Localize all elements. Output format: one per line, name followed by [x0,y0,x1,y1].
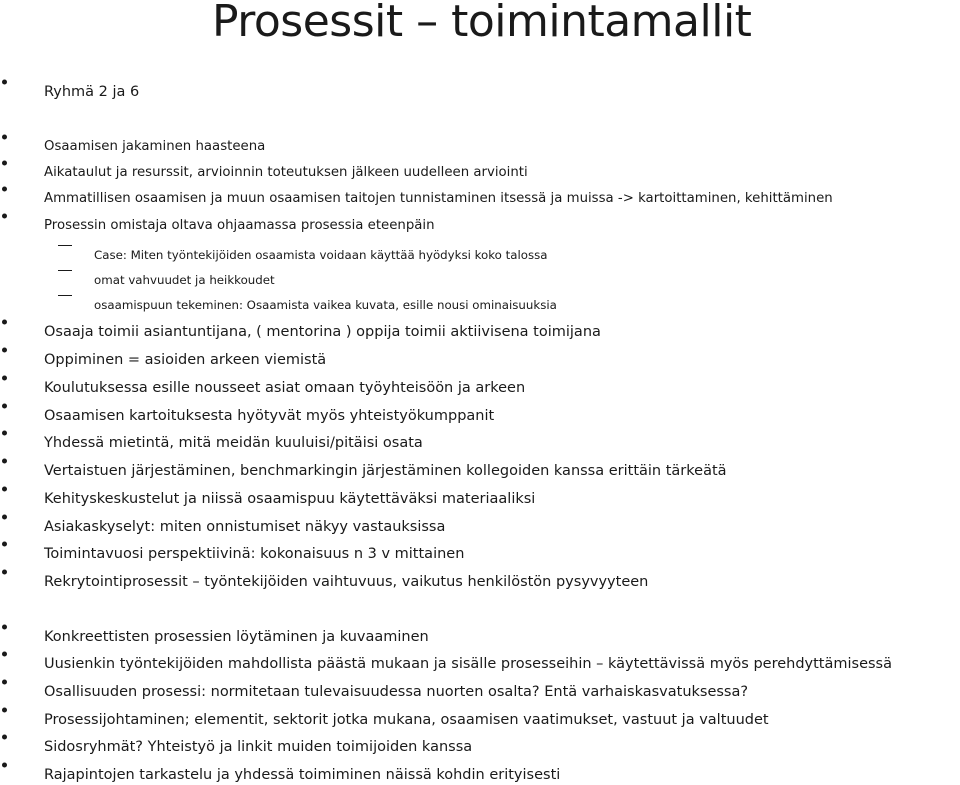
bullet-marker [2,404,7,409]
bullet-marker [2,348,7,353]
bullet-marker [2,135,7,140]
bullet-marker [2,763,7,768]
item-text: Kehityskeskustelut ja niissä osaamispuu käytettäväksi materiaaliksi [44,491,536,507]
bullet-marker [2,320,7,325]
item-text: Sidosryhmät? Yhteistyö ja linkit muiden toimijoiden kanssa [44,739,473,755]
bullet-marker [2,187,7,192]
item-text: Rekrytointiprosessit – työntekijöiden vaihtuvuus, vaikutus henkilöstön pysyvyyteen [44,574,649,590]
item-text: Koulutuksessa esille nousseet asiat omaan työyhteisöön ja arkeen [44,380,526,396]
item-text: Prosessijohtaminen; elementit, sektorit jotka mukana, osaamisen vaatimukset, vastuut ja valtuudet [44,712,769,728]
bullet-marker [2,570,7,575]
bullet-marker [2,487,7,492]
dash-marker [58,245,72,246]
bullet-marker [2,515,7,520]
dash-marker [58,295,72,296]
item-text: Ammatillisen osaamisen ja muun osaamisen taitojen tunnistaminen itsessä ja muissa -> kartoittaminen, kehittäminen [44,191,833,206]
slide-title: Prosessit – toimintamallit [212,0,752,47]
item-text: Uusienkin työntekijöiden mahdollista päästä mukaan ja sisälle prosesseihin – käytettävissä myös perehdyttämisessä [44,656,892,672]
item-text: Osaaja toimii asiantuntijana, ( mentorina ) oppija toimii aktiivisena toimijana [44,324,601,340]
bullet-marker [2,652,7,657]
item-text: Ryhmä 2 ja 6 [44,84,140,100]
item-text: Case: Miten työntekijöiden osaamista voidaan käyttää hyödyksi koko talossa [94,248,548,262]
bullet-marker [2,431,7,436]
item-text: omat vahvuudet ja heikkoudet [94,273,275,287]
item-text: Prosessin omistaja oltava ohjaamassa prosessia eteenpäin [44,218,435,233]
bullet-marker [2,625,7,630]
item-text: Osaamisen kartoituksesta hyötyvät myös yhteistyökumppanit [44,408,495,424]
bullet-marker [2,214,7,219]
item-text: Yhdessä mietintä, mitä meidän kuuluisi/pitäisi osata [44,435,423,451]
bullet-marker [2,542,7,547]
bullet-marker [2,161,7,166]
item-text: Vertaistuen järjestäminen, benchmarkingin järjestäminen kollegoiden kanssa erittäin tärkeätä [44,463,727,479]
item-text: Aikataulut ja resurssit, arvioinnin toteutuksen jälkeen uudelleen arviointi [44,165,528,180]
item-text: Asiakaskyselyt: miten onnistumiset näkyy vastauksissa [44,519,446,535]
bullet-marker [2,708,7,713]
bullet-marker [2,376,7,381]
item-text: Toimintavuosi perspektiivinä: kokonaisuus n 3 v mittainen [44,546,465,562]
item-text: Oppiminen = asioiden arkeen viemistä [44,352,327,368]
item-text: Osaamisen jakaminen haasteena [44,139,266,154]
item-text: Osallisuuden prosessi: normitetaan tulevaisuudessa nuorten osalta? Entä varhaiskasvatuksessa? [44,684,749,700]
item-text: osaamispuun tekeminen: Osaamista vaikea kuvata, esille nousi ominaisuuksia [94,298,557,312]
bullet-marker [2,80,7,85]
bullet-marker [2,735,7,740]
dash-marker [58,270,72,271]
bullet-marker [2,459,7,464]
item-text: Rajapintojen tarkastelu ja yhdessä toimiminen näissä kohdin erityisesti [44,767,561,783]
bullet-marker [2,680,7,685]
item-text: Konkreettisten prosessien löytäminen ja kuvaaminen [44,629,429,645]
